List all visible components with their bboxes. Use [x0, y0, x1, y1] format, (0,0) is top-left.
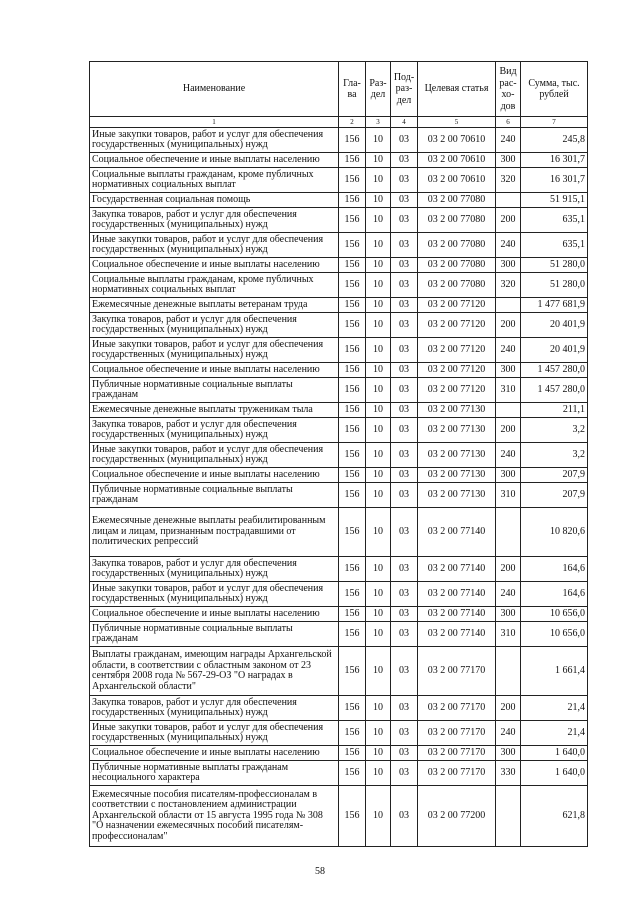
- table-row: [90, 193, 588, 208]
- row-podrazdel: 03: [391, 443, 418, 468]
- row-vid-rashodov: 300: [496, 607, 521, 622]
- row-glava: 156: [339, 557, 366, 582]
- row-razdel: 10: [366, 363, 391, 378]
- row-summa: 51 915,1: [521, 193, 588, 208]
- col-number: 1: [90, 117, 339, 128]
- row-vid-rashodov: 300: [496, 258, 521, 273]
- row-glava: 156: [339, 582, 366, 607]
- table-body: [90, 128, 588, 847]
- budget-table-wrapper: [89, 61, 587, 847]
- row-celevaya-statya: 03 2 00 77130: [418, 403, 496, 418]
- row-celevaya-statya: 03 2 00 70610: [418, 153, 496, 168]
- row-summa: 3,2: [521, 418, 588, 443]
- row-podrazdel: 03: [391, 258, 418, 273]
- row-name: Выплаты гражданам, имеющим награды Архангельской области, в соответствии с областным законом от 23 сентября 2008 года № 567-29-ОЗ "О наградах в Архангельской области": [90, 647, 339, 696]
- row-summa: 164,6: [521, 557, 588, 582]
- row-name: Иные закупки товаров, работ и услуг для обеспечения государственных (муниципальных) нужд: [90, 233, 339, 258]
- row-name: Ежемесячные денежные выплаты труженикам тыла: [90, 403, 339, 418]
- row-name: Ежемесячные денежные выплаты реабилитированным лицам и лицам, признанным пострадавшими от политических репрессий: [90, 508, 339, 557]
- row-vid-rashodov: 330: [496, 761, 521, 786]
- row-summa: 20 401,9: [521, 313, 588, 338]
- row-summa: 635,1: [521, 208, 588, 233]
- row-podrazdel: 03: [391, 418, 418, 443]
- table-row: [90, 298, 588, 313]
- row-summa: 3,2: [521, 443, 588, 468]
- col-number: 3: [366, 117, 391, 128]
- row-celevaya-statya: 03 2 00 77170: [418, 746, 496, 761]
- row-razdel: 10: [366, 443, 391, 468]
- row-celevaya-statya: 03 2 00 77080: [418, 208, 496, 233]
- row-podrazdel: 03: [391, 313, 418, 338]
- table-row: [90, 761, 588, 786]
- row-name: Закупка товаров, работ и услуг для обеспечения государственных (муниципальных) нужд: [90, 313, 339, 338]
- table-row: [90, 153, 588, 168]
- row-podrazdel: 03: [391, 622, 418, 647]
- row-summa: 1 457 280,0: [521, 363, 588, 378]
- row-summa: 1 477 681,9: [521, 298, 588, 313]
- row-glava: 156: [339, 273, 366, 298]
- row-razdel: 10: [366, 647, 391, 696]
- row-podrazdel: 03: [391, 128, 418, 153]
- row-razdel: 10: [366, 313, 391, 338]
- table-row: [90, 403, 588, 418]
- row-celevaya-statya: 03 2 00 77140: [418, 582, 496, 607]
- row-podrazdel: 03: [391, 403, 418, 418]
- row-vid-rashodov: [496, 298, 521, 313]
- row-name: Закупка товаров, работ и услуг для обеспечения государственных (муниципальных) нужд: [90, 418, 339, 443]
- row-vid-rashodov: 200: [496, 313, 521, 338]
- row-podrazdel: 03: [391, 721, 418, 746]
- row-summa: 635,1: [521, 233, 588, 258]
- row-glava: 156: [339, 761, 366, 786]
- row-glava: 156: [339, 746, 366, 761]
- row-vid-rashodov: 240: [496, 128, 521, 153]
- row-podrazdel: 03: [391, 557, 418, 582]
- header-vid-rashodov: Вид рас-хо-дов: [496, 62, 521, 117]
- row-celevaya-statya: 03 2 00 77170: [418, 761, 496, 786]
- row-razdel: 10: [366, 193, 391, 208]
- row-razdel: 10: [366, 557, 391, 582]
- row-glava: 156: [339, 233, 366, 258]
- row-summa: 10 656,0: [521, 607, 588, 622]
- row-razdel: 10: [366, 153, 391, 168]
- row-celevaya-statya: 03 2 00 77080: [418, 273, 496, 298]
- row-name: Иные закупки товаров, работ и услуг для обеспечения государственных (муниципальных) нужд: [90, 582, 339, 607]
- header-glava: Гла-ва: [339, 62, 366, 117]
- row-vid-rashodov: 200: [496, 557, 521, 582]
- row-summa: 21,4: [521, 721, 588, 746]
- row-glava: 156: [339, 721, 366, 746]
- header-celevaya-statya: Целевая статья: [418, 62, 496, 117]
- table-row: [90, 418, 588, 443]
- row-vid-rashodov: [496, 403, 521, 418]
- row-glava: 156: [339, 786, 366, 847]
- row-vid-rashodov: 310: [496, 622, 521, 647]
- row-glava: 156: [339, 298, 366, 313]
- row-celevaya-statya: 03 2 00 77140: [418, 622, 496, 647]
- row-razdel: 10: [366, 298, 391, 313]
- row-glava: 156: [339, 622, 366, 647]
- row-podrazdel: 03: [391, 168, 418, 193]
- row-name: Социальное обеспечение и иные выплаты населению: [90, 363, 339, 378]
- row-summa: 207,9: [521, 483, 588, 508]
- row-summa: 1 640,0: [521, 746, 588, 761]
- row-summa: 1 640,0: [521, 761, 588, 786]
- table-row: [90, 508, 588, 557]
- row-summa: 245,8: [521, 128, 588, 153]
- table-row: [90, 378, 588, 403]
- row-name: Социальные выплаты гражданам, кроме публичных нормативных социальных выплат: [90, 168, 339, 193]
- row-razdel: 10: [366, 418, 391, 443]
- row-name: Иные закупки товаров, работ и услуг для обеспечения государственных (муниципальных) нужд: [90, 128, 339, 153]
- row-vid-rashodov: 300: [496, 363, 521, 378]
- page-number: 58: [315, 866, 325, 877]
- row-podrazdel: 03: [391, 338, 418, 363]
- row-vid-rashodov: 200: [496, 208, 521, 233]
- row-name: Социальные выплаты гражданам, кроме публичных нормативных социальных выплат: [90, 273, 339, 298]
- row-glava: 156: [339, 208, 366, 233]
- row-razdel: 10: [366, 607, 391, 622]
- header-podrazdel: Под-раз-дел: [391, 62, 418, 117]
- row-summa: 10 820,6: [521, 508, 588, 557]
- table-header-row: [90, 62, 588, 117]
- table-row: [90, 128, 588, 153]
- row-podrazdel: 03: [391, 483, 418, 508]
- row-glava: 156: [339, 338, 366, 363]
- row-glava: 156: [339, 193, 366, 208]
- row-glava: 156: [339, 168, 366, 193]
- row-name: Социальное обеспечение и иные выплаты населению: [90, 607, 339, 622]
- table-row: [90, 168, 588, 193]
- row-podrazdel: 03: [391, 508, 418, 557]
- row-celevaya-statya: 03 2 00 77120: [418, 313, 496, 338]
- col-number: 5: [418, 117, 496, 128]
- row-vid-rashodov: [496, 647, 521, 696]
- row-vid-rashodov: 320: [496, 273, 521, 298]
- row-celevaya-statya: 03 2 00 77080: [418, 193, 496, 208]
- row-podrazdel: 03: [391, 468, 418, 483]
- row-razdel: 10: [366, 338, 391, 363]
- row-glava: 156: [339, 443, 366, 468]
- row-vid-rashodov: 320: [496, 168, 521, 193]
- table-row: [90, 607, 588, 622]
- row-glava: 156: [339, 313, 366, 338]
- row-celevaya-statya: 03 2 00 77080: [418, 233, 496, 258]
- row-vid-rashodov: 310: [496, 483, 521, 508]
- row-podrazdel: 03: [391, 208, 418, 233]
- row-celevaya-statya: 03 2 00 77140: [418, 607, 496, 622]
- row-glava: 156: [339, 508, 366, 557]
- row-name: Публичные нормативные выплаты гражданам несоциального характера: [90, 761, 339, 786]
- row-glava: 156: [339, 696, 366, 721]
- row-podrazdel: 03: [391, 607, 418, 622]
- row-razdel: 10: [366, 258, 391, 273]
- header-razdel: Раз-дел: [366, 62, 391, 117]
- row-summa: 164,6: [521, 582, 588, 607]
- row-summa: 16 301,7: [521, 153, 588, 168]
- row-summa: 20 401,9: [521, 338, 588, 363]
- row-razdel: 10: [366, 483, 391, 508]
- row-razdel: 10: [366, 786, 391, 847]
- row-podrazdel: 03: [391, 273, 418, 298]
- row-glava: 156: [339, 128, 366, 153]
- row-summa: 21,4: [521, 696, 588, 721]
- row-summa: 51 280,0: [521, 273, 588, 298]
- row-razdel: 10: [366, 721, 391, 746]
- table-row: [90, 443, 588, 468]
- col-number: 2: [339, 117, 366, 128]
- row-razdel: 10: [366, 168, 391, 193]
- row-glava: 156: [339, 258, 366, 273]
- row-podrazdel: 03: [391, 363, 418, 378]
- row-glava: 156: [339, 418, 366, 443]
- row-vid-rashodov: 240: [496, 721, 521, 746]
- row-celevaya-statya: 03 2 00 77130: [418, 468, 496, 483]
- row-glava: 156: [339, 468, 366, 483]
- row-summa: 16 301,7: [521, 168, 588, 193]
- row-celevaya-statya: 03 2 00 77120: [418, 378, 496, 403]
- row-glava: 156: [339, 363, 366, 378]
- row-name: Закупка товаров, работ и услуг для обеспечения государственных (муниципальных) нужд: [90, 208, 339, 233]
- row-vid-rashodov: [496, 193, 521, 208]
- row-celevaya-statya: 03 2 00 77170: [418, 721, 496, 746]
- row-name: Публичные нормативные социальные выплаты гражданам: [90, 483, 339, 508]
- row-podrazdel: 03: [391, 746, 418, 761]
- row-name: Социальное обеспечение и иные выплаты населению: [90, 746, 339, 761]
- row-vid-rashodov: [496, 508, 521, 557]
- row-vid-rashodov: 200: [496, 418, 521, 443]
- table-row: [90, 721, 588, 746]
- row-name: Публичные нормативные социальные выплаты гражданам: [90, 378, 339, 403]
- row-vid-rashodov: 240: [496, 582, 521, 607]
- row-name: Закупка товаров, работ и услуг для обеспечения государственных (муниципальных) нужд: [90, 557, 339, 582]
- row-podrazdel: 03: [391, 786, 418, 847]
- row-glava: 156: [339, 607, 366, 622]
- table-row: [90, 313, 588, 338]
- row-razdel: 10: [366, 761, 391, 786]
- row-razdel: 10: [366, 208, 391, 233]
- col-number: 7: [521, 117, 588, 128]
- table-row: [90, 233, 588, 258]
- row-podrazdel: 03: [391, 696, 418, 721]
- row-glava: 156: [339, 403, 366, 418]
- table-row: [90, 582, 588, 607]
- row-name: Иные закупки товаров, работ и услуг для обеспечения государственных (муниципальных) нужд: [90, 721, 339, 746]
- row-summa: 207,9: [521, 468, 588, 483]
- row-glava: 156: [339, 378, 366, 403]
- row-summa: 51 280,0: [521, 258, 588, 273]
- table-row: [90, 622, 588, 647]
- table-row: [90, 786, 588, 847]
- row-glava: 156: [339, 647, 366, 696]
- row-name: Социальное обеспечение и иные выплаты населению: [90, 468, 339, 483]
- row-celevaya-statya: 03 2 00 77080: [418, 258, 496, 273]
- row-razdel: 10: [366, 273, 391, 298]
- row-celevaya-statya: 03 2 00 77120: [418, 363, 496, 378]
- row-summa: 10 656,0: [521, 622, 588, 647]
- row-celevaya-statya: 03 2 00 77120: [418, 298, 496, 313]
- table-row: [90, 468, 588, 483]
- row-celevaya-statya: 03 2 00 77140: [418, 508, 496, 557]
- row-name: Публичные нормативные социальные выплаты гражданам: [90, 622, 339, 647]
- row-summa: 621,8: [521, 786, 588, 847]
- row-name: Государственная социальная помощь: [90, 193, 339, 208]
- table-row: [90, 258, 588, 273]
- header-summa: Сумма, тыс. рублей: [521, 62, 588, 117]
- row-glava: 156: [339, 153, 366, 168]
- row-podrazdel: 03: [391, 761, 418, 786]
- row-vid-rashodov: 300: [496, 468, 521, 483]
- row-summa: 1 661,4: [521, 647, 588, 696]
- row-razdel: 10: [366, 696, 391, 721]
- row-celevaya-statya: 03 2 00 77130: [418, 418, 496, 443]
- row-razdel: 10: [366, 746, 391, 761]
- row-summa: 211,1: [521, 403, 588, 418]
- row-celevaya-statya: 03 2 00 77120: [418, 338, 496, 363]
- row-razdel: 10: [366, 508, 391, 557]
- row-podrazdel: 03: [391, 582, 418, 607]
- row-name: Ежемесячные пособия писателям-профессионалам в соответствии с постановлением администрации Архангельской области от 15 августа 1995 года № 308 "О назначении ежемесячных пособий писателям-профессионалам": [90, 786, 339, 847]
- row-celevaya-statya: 03 2 00 77170: [418, 647, 496, 696]
- row-razdel: 10: [366, 378, 391, 403]
- table-row: [90, 338, 588, 363]
- budget-table: [89, 61, 588, 847]
- row-name: Ежемесячные денежные выплаты ветеранам труда: [90, 298, 339, 313]
- row-name: Иные закупки товаров, работ и услуг для обеспечения государственных (муниципальных) нужд: [90, 338, 339, 363]
- row-podrazdel: 03: [391, 193, 418, 208]
- table-row: [90, 647, 588, 696]
- table-row: [90, 746, 588, 761]
- row-razdel: 10: [366, 403, 391, 418]
- row-glava: 156: [339, 483, 366, 508]
- table-row: [90, 208, 588, 233]
- col-number: 6: [496, 117, 521, 128]
- row-vid-rashodov: 240: [496, 338, 521, 363]
- row-vid-rashodov: 300: [496, 746, 521, 761]
- row-razdel: 10: [366, 128, 391, 153]
- row-celevaya-statya: 03 2 00 70610: [418, 128, 496, 153]
- header-name: Наименование: [90, 62, 339, 117]
- row-vid-rashodov: 200: [496, 696, 521, 721]
- row-razdel: 10: [366, 233, 391, 258]
- column-number-row: [90, 117, 588, 128]
- table-row: [90, 273, 588, 298]
- row-vid-rashodov: [496, 786, 521, 847]
- row-summa: 1 457 280,0: [521, 378, 588, 403]
- row-podrazdel: 03: [391, 378, 418, 403]
- row-podrazdel: 03: [391, 298, 418, 313]
- row-razdel: 10: [366, 582, 391, 607]
- row-name: Иные закупки товаров, работ и услуг для обеспечения государственных (муниципальных) нужд: [90, 443, 339, 468]
- row-celevaya-statya: 03 2 00 70610: [418, 168, 496, 193]
- row-razdel: 10: [366, 468, 391, 483]
- row-celevaya-statya: 03 2 00 77140: [418, 557, 496, 582]
- row-vid-rashodov: 300: [496, 153, 521, 168]
- row-vid-rashodov: 240: [496, 233, 521, 258]
- row-podrazdel: 03: [391, 233, 418, 258]
- table-row: [90, 363, 588, 378]
- row-podrazdel: 03: [391, 647, 418, 696]
- table-row: [90, 483, 588, 508]
- row-podrazdel: 03: [391, 153, 418, 168]
- row-celevaya-statya: 03 2 00 77200: [418, 786, 496, 847]
- row-name: Закупка товаров, работ и услуг для обеспечения государственных (муниципальных) нужд: [90, 696, 339, 721]
- row-celevaya-statya: 03 2 00 77130: [418, 483, 496, 508]
- row-razdel: 10: [366, 622, 391, 647]
- row-celevaya-statya: 03 2 00 77130: [418, 443, 496, 468]
- row-vid-rashodov: 310: [496, 378, 521, 403]
- row-celevaya-statya: 03 2 00 77170: [418, 696, 496, 721]
- table-row: [90, 696, 588, 721]
- col-number: 4: [391, 117, 418, 128]
- row-vid-rashodov: 240: [496, 443, 521, 468]
- table-row: [90, 557, 588, 582]
- row-name: Социальное обеспечение и иные выплаты населению: [90, 153, 339, 168]
- row-name: Социальное обеспечение и иные выплаты населению: [90, 258, 339, 273]
